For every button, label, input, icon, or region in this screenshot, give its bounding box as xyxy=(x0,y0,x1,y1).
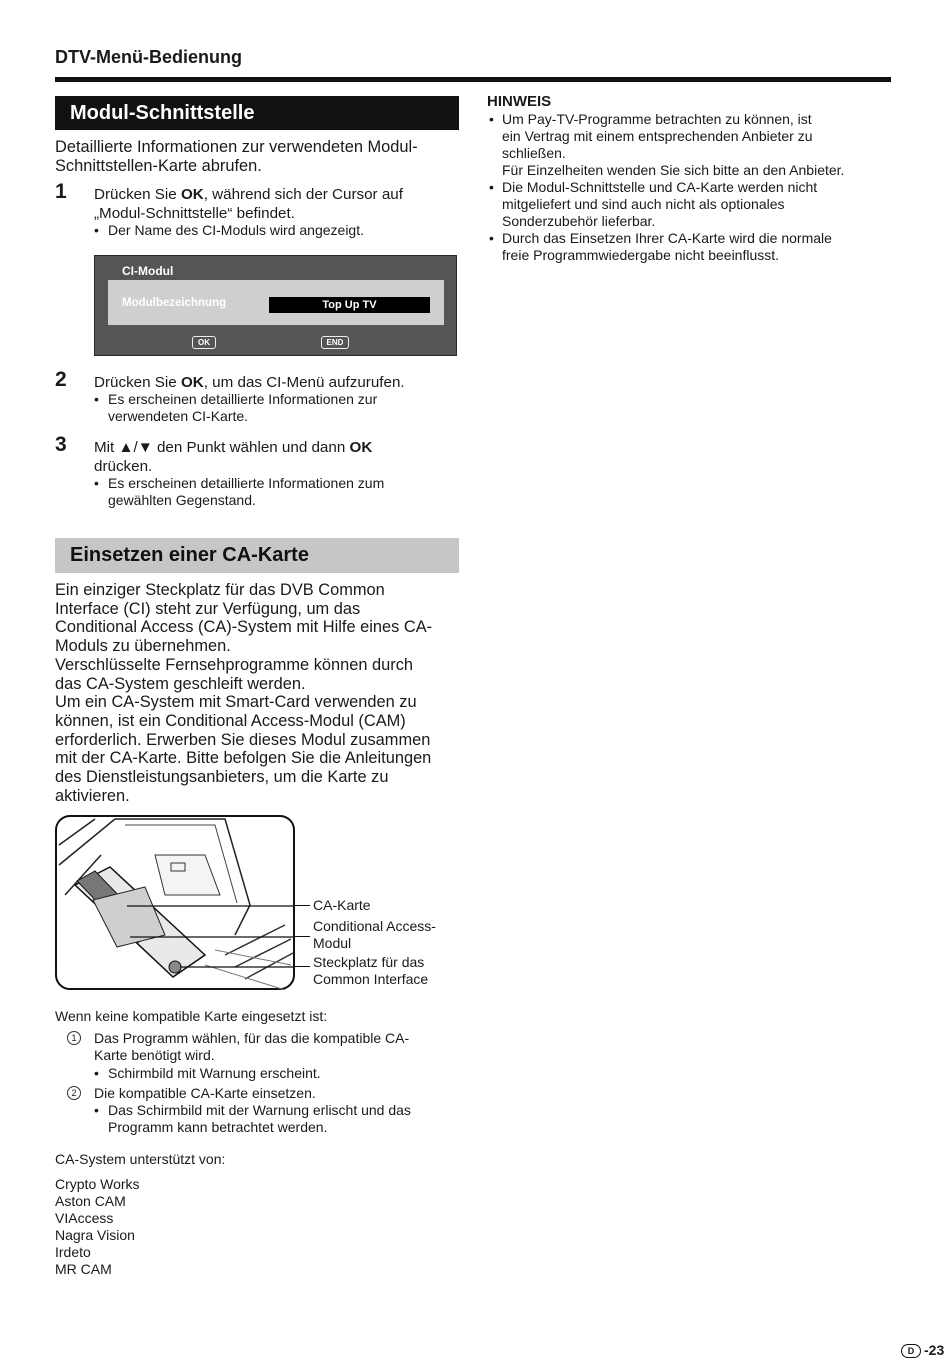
step1-text-pre: Drücken Sie xyxy=(94,186,181,203)
list-item: MR CAM xyxy=(55,1261,112,1277)
para-line: Um ein CA-System mit Smart-Card verwenden zu xyxy=(55,693,417,712)
step3-line2: drücken. xyxy=(94,458,153,475)
supported-list xyxy=(55,1176,140,1278)
hinweis-line: Sonderzubehör lieferbar. xyxy=(502,213,656,229)
step1-text xyxy=(94,185,459,223)
para-line: Conditional Access (CA)-System mit Hilfe eines CA- xyxy=(55,618,433,637)
ok-key: OK xyxy=(180,374,204,391)
step-number: 3 xyxy=(55,433,67,456)
bullet-line: gewählten Gegenstand. xyxy=(108,492,256,508)
label-line: Steckplatz für das xyxy=(313,954,425,970)
no-card-text: Wenn keine kompatible Karte eingesetzt ist: xyxy=(55,1008,328,1024)
para-line: des Dienstleistungsanbieters, um die Karte zu xyxy=(55,768,389,787)
intro-line: Schnittstellen-Karte abrufen. xyxy=(55,156,262,175)
list-item: VIAccess xyxy=(55,1210,114,1226)
header-rule xyxy=(55,77,891,82)
para-line: können, ist ein Conditional Access-Modul (CAM) xyxy=(55,711,406,730)
item-line: Karte benötigt wird. xyxy=(94,1047,215,1063)
step2-bullet xyxy=(94,391,468,425)
item2-text: Die kompatible CA-Karte einsetzen. xyxy=(94,1085,316,1101)
hinweis-line: schließen. xyxy=(502,145,566,161)
para-line: mit der CA-Karte. Bitte befolgen Sie die Anleitungen xyxy=(55,749,432,768)
para-line: Ein einziger Steckplatz für das DVB Common xyxy=(55,581,385,599)
hinweis-line: mitgeliefert und sind auch nicht als optionales xyxy=(502,196,785,212)
section-title-modul-schnittstelle: Modul-Schnittstelle xyxy=(55,96,459,130)
item-line: Das Programm wählen, für das die kompatible CA- xyxy=(94,1030,410,1046)
end-button-icon: END xyxy=(321,336,349,349)
label-slot xyxy=(313,954,428,988)
step1-line1 xyxy=(94,185,459,204)
label-ca-karte: CA-Karte xyxy=(313,897,371,913)
label-line: Common Interface xyxy=(313,971,429,987)
ok-key: OK xyxy=(349,439,373,456)
bullet-line: • Es erscheinen detaillierte Informationen zum xyxy=(108,475,385,491)
ci-screen-title: CI-Modul xyxy=(122,264,174,278)
ci-row-label: Modulbezeichnung xyxy=(122,297,227,309)
para-line: Moduls zu übernehmen. xyxy=(55,637,231,656)
label-line: Conditional Access- xyxy=(313,918,436,934)
para-line: erforderlich. Erwerben Sie dieses Modul zusammen xyxy=(55,730,431,749)
leader-line xyxy=(295,966,310,967)
para-line: aktivieren. xyxy=(55,786,130,805)
list-item: Irdeto xyxy=(55,1244,91,1260)
hinweis-line: Für Einzelheiten wenden Sie sich bitte an den Anbieter. xyxy=(502,162,845,178)
item1-text xyxy=(94,1030,409,1064)
para-line: Verschlüsselte Fernsehprogramme können durch xyxy=(55,655,414,674)
ok-button-icon: OK xyxy=(192,336,216,349)
hinweis-line: • Um Pay-TV-Programme betrachten zu können, ist xyxy=(502,111,812,127)
page-header-title: DTV-Menü-Bedienung xyxy=(55,47,242,67)
hinweis-line: • Die Modul-Schnittstelle und CA-Karte werden nicht xyxy=(502,179,818,195)
bullet-line: • Das Schirmbild mit der Warnung erlischt und das xyxy=(108,1102,411,1118)
section-title-ca-karte: Einsetzen einer CA-Karte xyxy=(55,538,459,573)
section1-intro xyxy=(55,138,418,175)
step3-bullet xyxy=(94,475,468,509)
step1-text-post: , während sich der Cursor auf xyxy=(203,186,403,203)
step3-text xyxy=(94,438,459,476)
ca-card-insertion-illustration xyxy=(55,815,295,990)
step1-line2: „Modul-Schnittstelle“ befindet. xyxy=(94,205,295,222)
ci-row xyxy=(108,280,444,325)
label-line: Modul xyxy=(313,935,352,951)
step-number: 2 xyxy=(55,368,67,391)
hinweis-title: HINWEIS xyxy=(487,93,552,110)
hinweis-line: freie Programmwiedergabe nicht beeinflusst. xyxy=(502,247,780,263)
para-line: das CA-System geschleift werden. xyxy=(55,674,306,693)
list-item: Crypto Works xyxy=(55,1176,140,1192)
step3-text-pre: Mit ▲/▼ den Punkt wählen und dann xyxy=(94,439,350,456)
bullet-line: • Es erscheinen detaillierte Informationen zur xyxy=(108,391,378,407)
list-item: Aston CAM xyxy=(55,1193,126,1209)
step-number: 1 xyxy=(55,180,67,203)
step1-bullet: • Der Name des CI-Moduls wird angezeigt. xyxy=(94,222,468,239)
hinweis-line: ein Vertrag mit einem entsprechenden Anbieter zu xyxy=(502,128,813,144)
supported-title: CA-System unterstützt von: xyxy=(55,1151,226,1167)
step2-text-post: , um das CI-Menü aufzurufen. xyxy=(203,374,405,391)
circled-number: 2 xyxy=(67,1086,81,1100)
list-item: Nagra Vision xyxy=(55,1227,135,1243)
hinweis-item xyxy=(487,230,902,264)
label-cam xyxy=(313,918,436,952)
ci-row-value: Top Up TV xyxy=(269,297,430,313)
leader-line xyxy=(295,905,310,906)
language-badge: D xyxy=(901,1344,921,1358)
hinweis-line: • Durch das Einsetzen Ihrer CA-Karte wird die normale xyxy=(502,230,832,246)
bullet-line: Programm kann betrachtet werden. xyxy=(108,1119,328,1135)
hinweis-item xyxy=(487,111,902,179)
ci-modul-screen xyxy=(94,255,457,356)
circled-number: 1 xyxy=(67,1031,81,1045)
hinweis-item xyxy=(487,179,902,230)
item1-bullet: • Schirmbild mit Warnung erscheint. xyxy=(94,1065,468,1082)
section2-paragraph xyxy=(55,581,465,805)
page-number-text: -23 xyxy=(924,1342,945,1358)
intro-line: Detaillierte Informationen zur verwendeten Modul- xyxy=(55,138,418,156)
leader-line xyxy=(295,936,310,937)
page-number xyxy=(901,1342,944,1358)
step2-text-pre: Drücken Sie xyxy=(94,374,181,391)
step2-text xyxy=(94,373,459,392)
para-line: Interface (CI) steht zur Verfügung, um das xyxy=(55,599,361,618)
item2-bullet xyxy=(94,1102,468,1136)
ok-key: OK xyxy=(180,186,204,203)
bullet-line: verwendeten CI-Karte. xyxy=(108,408,249,424)
step3-line1 xyxy=(94,438,459,457)
